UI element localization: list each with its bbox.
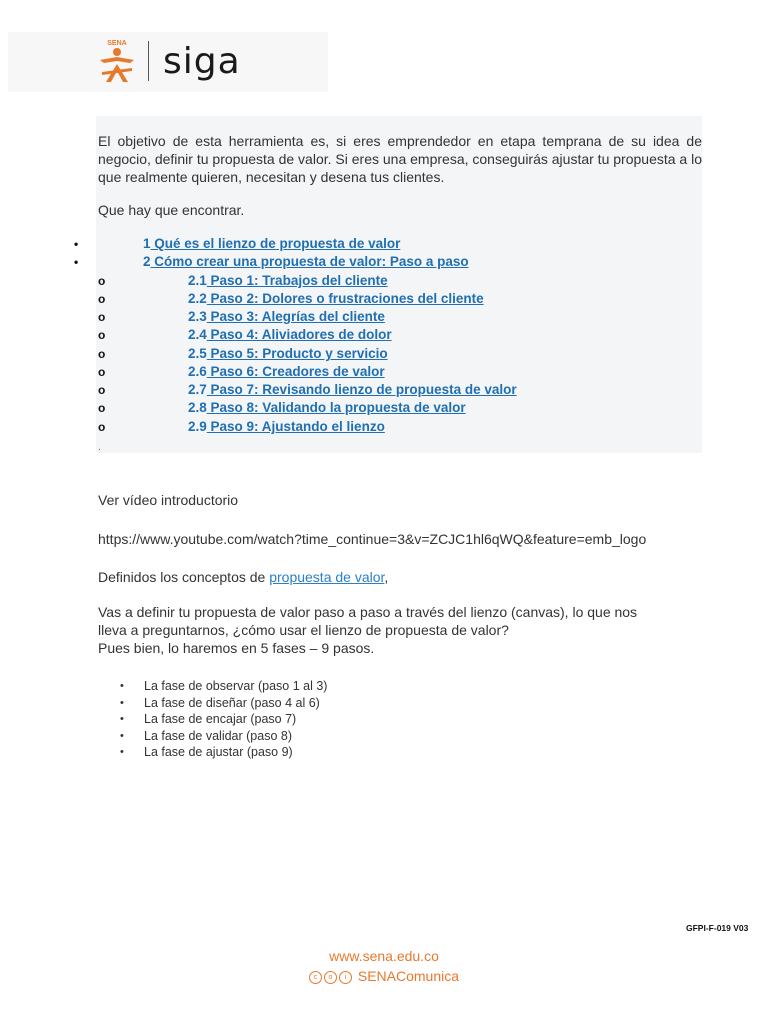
toc-link[interactable]: Cómo crear una propuesta de valor: Paso a paso [150,254,469,269]
toc-link[interactable]: Paso 8: Validando la propuesta de valor [206,400,466,415]
creative-commons-icon: c [309,971,322,984]
toc-item[interactable] [188,326,392,344]
toc-bullet: • [74,255,79,269]
toc-bullet: o [98,292,106,306]
logo-divider [148,41,149,81]
toc-bullet: o [98,383,106,397]
toc-item[interactable] [188,290,484,308]
vas-line-3: Pues bien, lo haremos en 5 fases – 9 pasos. [98,640,375,656]
vas-line-2: lleva a preguntarnos, ¿cómo usar el lienzo de propuesta de valor? [98,622,509,638]
toc-link[interactable]: Qué es el lienzo de propuesta de valor [150,236,401,251]
list-item: • La fase de observar (paso 1 al 3) [120,678,327,695]
phases-list [120,678,327,761]
toc-bullet: • [74,237,79,251]
definidos-paragraph [98,569,388,585]
que-hay-heading: Que hay que encontrar. [98,202,245,218]
toc-number: 2.6 [188,364,207,379]
toc-link[interactable]: Paso 1: Trabajos del cliente [206,273,388,288]
toc-number: 2.1 [188,273,207,288]
siga-brand: siga [163,40,241,82]
toc-number: 2.2 [188,291,207,306]
toc-item[interactable] [143,253,469,271]
list-item: • La fase de validar (paso 8) [120,728,327,745]
toc-link[interactable]: Paso 6: Creadores de valor [206,364,385,379]
toc-item[interactable] [188,308,385,326]
propuesta-link[interactable]: propuesta de valor [269,569,385,585]
toc-link[interactable]: Paso 2: Dolores o frustraciones del cliente [206,291,484,306]
toc-link[interactable]: Paso 5: Producto y servicio [206,346,388,361]
list-item: • La fase de ajustar (paso 9) [120,744,327,761]
definidos-suffix: , [384,569,389,585]
list-item: • La fase de diseñar (paso 4 al 6) [120,695,327,712]
toc-item[interactable] [188,399,466,417]
toc-item[interactable] [188,363,385,381]
toc-number: 2.8 [188,400,207,415]
toc-bullet: o [98,420,106,434]
toc-bullet: o [98,328,106,342]
footer-social [0,968,768,984]
toc-number: 2.9 [188,419,207,434]
toc-item[interactable] [188,381,517,399]
toc-item[interactable] [188,418,385,436]
toc-item[interactable] [188,345,388,363]
toc-bullet: o [98,365,106,379]
toc-bullet: o [98,274,106,288]
toc-item[interactable] [188,272,388,290]
toc-bullet: o [98,347,106,361]
toc-number: 2.4 [188,327,207,342]
attribution-icon: o [324,971,337,984]
sena-logo-text: SENA [107,40,127,47]
toc-item[interactable] [143,235,400,253]
toc-number: 2.7 [188,382,207,397]
intro-paragraph: El objetivo de esta herramienta es, si eres emprendedor en etapa temprana de su idea de negocio, definir tu propuesta de valor. Si eres una empresa, conseguirás ajustar tu propuesta a lo que realmente quieren, necesitan y desena tus clientes. [98,133,702,185]
toc-bullet: o [98,401,106,415]
toc-link[interactable]: Paso 7: Revisando lienzo de propuesta de valor [206,382,517,397]
definidos-prefix: Definidos los conceptos de [98,569,270,585]
toc-number: 2.3 [188,309,207,324]
video-label: Ver vídeo introductorio [98,492,239,508]
info-icon: i [339,971,352,984]
header-logo [96,36,241,86]
toc-number: 2.5 [188,346,207,361]
footer-url[interactable]: www.sena.edu.co [329,948,439,964]
video-url: https://www.youtube.com/watch?time_continue=3&v=ZCJC1hl6qWQ&feature=emb_logo [98,531,647,547]
list-item: • La fase de encajar (paso 7) [120,711,327,728]
footer-social-handle: SENAComunica [357,968,460,984]
toc-number: 1 [143,236,151,251]
toc-link[interactable]: Paso 9: Ajustando el lienzo [206,419,385,434]
sena-logo-icon [96,38,138,84]
toc-link[interactable]: Paso 3: Alegrías del cliente [206,309,385,324]
toc-number: 2 [143,254,151,269]
trailing-dot: . [98,442,101,453]
toc-link[interactable]: Paso 4: Aliviadores de dolor [206,327,392,342]
vas-line-1: Vas a definir tu propuesta de valor paso a paso a través del lienzo (canvas), lo que nos [98,604,638,620]
form-code: GFPI-F-019 V03 [686,923,749,933]
toc-bullet: o [98,310,106,324]
